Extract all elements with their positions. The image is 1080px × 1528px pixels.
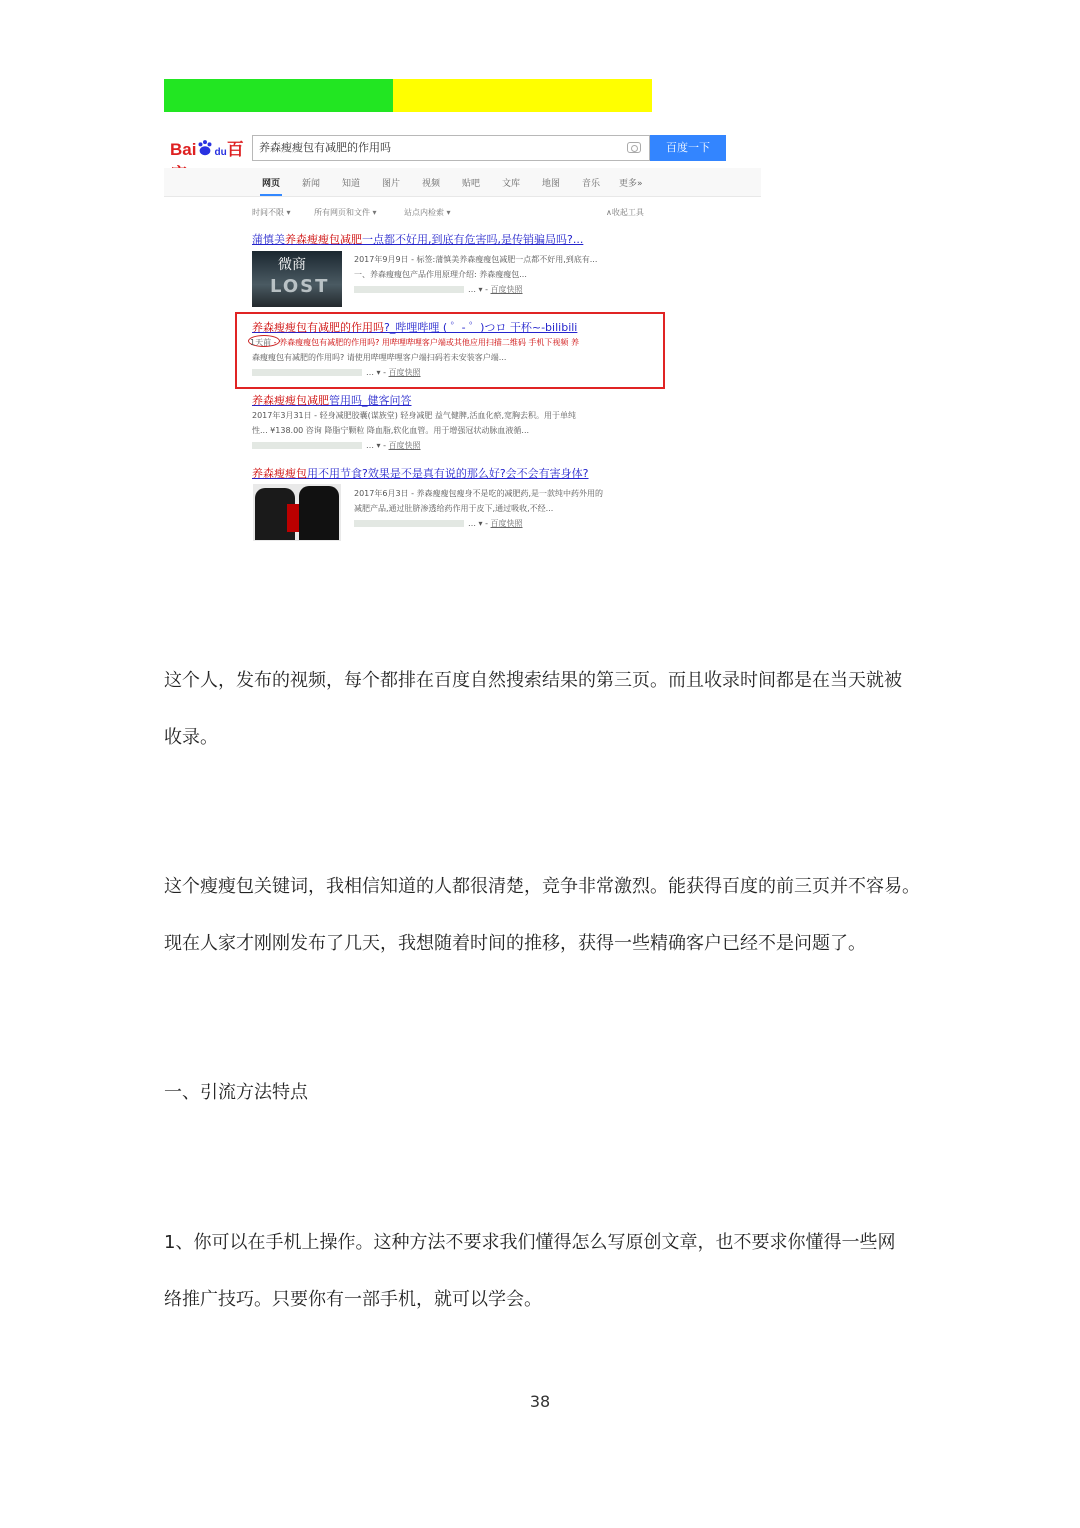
section-heading: 一、引流方法特点 [164, 1082, 308, 1103]
filter-site[interactable]: 站点内检索 ▾ [404, 208, 451, 217]
result-1-url-row: … ▾ - 百度快照 [354, 284, 523, 295]
tab-more[interactable]: 更多» [619, 179, 643, 189]
result-2-title[interactable]: 养森瘦瘦包有减肥的作用吗?_哔哩哔哩 ( ゜- ゜)つロ 干杯~-bilibili [252, 321, 578, 334]
paragraph-2-line-2: 现在人家才刚刚发布了几天，我想随着时间的推移，获得一些精确客户已经不是问题了。 [164, 933, 866, 954]
page-number: 38 [529, 1392, 551, 1411]
tab-images[interactable]: 图片 [382, 179, 401, 189]
result-3-snippet-1: 2017年3月31日 - 轻身减肥胶囊(谋族堂) 轻身减肥 益气健脾,活血化瘀,宽胸去积。用于单纯 [252, 411, 577, 420]
camera-icon[interactable] [627, 142, 641, 153]
result-2-snippet-1: 1天前 - 养森瘦瘦包有减肥的作用吗? 用哔哩哔哩客户端或其他应用扫描二维码 手机下视频 养 [250, 338, 579, 347]
collapse-tools[interactable]: ∧收起工具 [606, 208, 644, 217]
result-4-snippet-2: 减肥产品,通过肚脐渗透给药作用于皮下,通过吸收,不经... [354, 504, 554, 513]
paragraph-1-line-2: 收录。 [164, 727, 218, 748]
paragraph-2-line-1: 这个瘦瘦包关键词，我相信知道的人都很清楚，竞争非常激烈。能获得百度的前三页并不容易。 [164, 876, 920, 897]
search-tabs [164, 168, 761, 197]
green-segment [164, 79, 393, 112]
paw-icon [196, 139, 214, 157]
result-1-snippet-1: 2017年9月9日 - 标签:蒲慎美养森瘦瘦包减肥一点都不好用,到底有... [354, 255, 598, 264]
yellow-segment [393, 79, 652, 112]
search-query-text: 养森瘦瘦包有减肥的作用吗 [259, 141, 391, 154]
paragraph-3-line-2: 络推广技巧。只要你有一部手机，就可以学会。 [164, 1289, 542, 1310]
baidu-logo: Bai du百 [170, 140, 244, 159]
result-4-cache-link[interactable]: 百度快照 [490, 519, 523, 528]
result-3-url-row: … ▾ - 百度快照 [252, 440, 421, 451]
result-4-url-row: … ▾ - 百度快照 [354, 518, 523, 529]
result-1-cache-link[interactable]: 百度快照 [490, 285, 523, 294]
tab-web[interactable]: 网页 [262, 176, 280, 189]
result-1-snippet-2: 一、养森瘦瘦包产品作用原理介绍: 养森瘦瘦包... [354, 270, 527, 279]
result-3-cache-link[interactable]: 百度快照 [388, 441, 421, 450]
result-4-thumbnail[interactable] [253, 484, 341, 541]
paragraph-1-line-1: 这个人，发布的视频，每个都排在百度自然搜索结果的第三页。而且收录时间都是在当天就被 [164, 670, 902, 691]
result-4-title[interactable]: 养森瘦瘦包用不用节食?效果是不是真有说的那么好?会不会有害身体? [252, 467, 589, 480]
tab-music[interactable]: 音乐 [582, 179, 601, 189]
result-2-url-row: … ▾ - 百度快照 [252, 367, 421, 378]
tab-tieba[interactable]: 贴吧 [462, 179, 481, 189]
tab-wenku[interactable]: 文库 [502, 179, 521, 189]
search-button[interactable]: 百度一下 [650, 135, 726, 161]
result-3-title[interactable]: 养森瘦瘦包减肥管用吗_健客问答 [252, 394, 412, 407]
result-2-snippet-2: 森瘦瘦包有减肥的作用吗? 请使用哔哩哔哩客户端扫码若未安装客户端... [252, 353, 507, 362]
result-3-snippet-2: 性... ¥138.00 咨询 降脂宁颗粒 降血脂,软化血管。用于增强冠状动脉血液循... [252, 426, 530, 435]
result-2-cache-link[interactable]: 百度快照 [388, 368, 421, 377]
filter-time[interactable]: 时间不限 ▾ [252, 208, 291, 217]
result-1-title[interactable]: 蒲慎美养森瘦瘦包减肥一点都不好用,到底有危害吗,是传销骗局吗?... [252, 233, 584, 246]
tab-zhidao[interactable]: 知道 [342, 179, 361, 189]
tab-video[interactable]: 视频 [422, 179, 441, 189]
tab-map[interactable]: 地图 [542, 179, 561, 189]
baidu-search-screenshot [164, 127, 761, 547]
paragraph-3-line-1: 1、你可以在手机上操作。这种方法不要求我们懂得怎么写原创文章，也不要求你懂得一些网 [164, 1232, 896, 1253]
result-1-thumbnail[interactable]: 微商 LOST [252, 251, 342, 307]
result-4-snippet-1: 2017年6月3日 - 养森瘦瘦包瘦身不是吃的减肥药,是一款纯中药外用的 [354, 489, 604, 498]
filter-filetype[interactable]: 所有网页和文件 ▾ [314, 208, 377, 217]
tab-news[interactable]: 新闻 [302, 179, 321, 189]
search-input[interactable] [252, 135, 650, 161]
highlight-color-bar [164, 79, 652, 112]
